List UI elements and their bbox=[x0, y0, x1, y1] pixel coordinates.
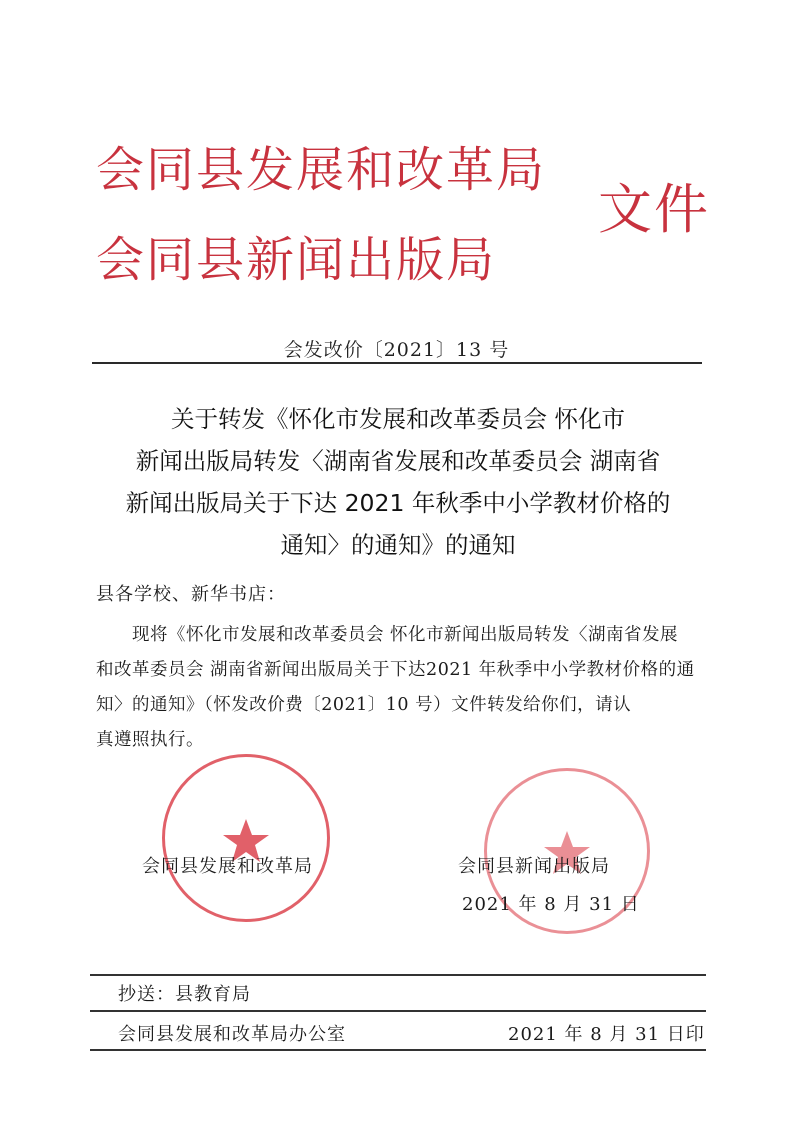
body-line: 和改革委员会 湖南省新闻出版局关于下达2021 年秋季中小学教材价格的通 bbox=[96, 660, 695, 680]
header-divider bbox=[92, 362, 702, 364]
title-line: 新闻出版局转发〈湖南省发展和改革委员会 湖南省 bbox=[135, 447, 661, 475]
seal-star-icon bbox=[165, 757, 327, 919]
body-line: 知〉的通知》（怀发改价费〔2021〕10 号）文件转发给你们，请认 bbox=[96, 695, 632, 715]
body-text bbox=[96, 618, 706, 758]
body-line: 真遵照执行。 bbox=[96, 730, 204, 750]
print-date: 2021 年 8 月 31 日印 bbox=[508, 1024, 705, 1045]
signature-left: 会同县发展和改革局 bbox=[142, 856, 313, 877]
header-org-line-1: 会同县发展和改革局 bbox=[96, 142, 547, 198]
document-title bbox=[100, 398, 696, 566]
header-org-line-2: 会同县新闻出版局 bbox=[96, 232, 497, 288]
issuing-office: 会同县发展和改革局办公室 bbox=[118, 1024, 346, 1045]
footer-divider bbox=[90, 1049, 706, 1051]
signature-date: 2021 年 8 月 31 日 bbox=[462, 894, 640, 915]
footer-divider bbox=[90, 974, 706, 976]
salutation: 县各学校、新华书店： bbox=[96, 584, 286, 605]
cc-line: 抄送：县教育局 bbox=[118, 984, 251, 1005]
title-line: 通知〉的通知》的通知 bbox=[280, 531, 516, 559]
signature-right: 会同县新闻出版局 bbox=[458, 856, 610, 877]
title-line: 新闻出版局关于下达 2021 年秋季中小学教材价格的 bbox=[125, 489, 671, 517]
title-line: 关于转发《怀化市发展和改革委员会 怀化市 bbox=[171, 405, 625, 433]
header-doc-type: 文件 bbox=[598, 178, 710, 241]
body-line: 现将《怀化市发展和改革委员会 怀化市新闻出版局转发〈湖南省发展 bbox=[132, 625, 679, 645]
official-seal-left bbox=[162, 754, 330, 922]
footer-divider bbox=[90, 1010, 706, 1012]
document-number: 会发改价〔2021〕13 号 bbox=[283, 339, 510, 361]
